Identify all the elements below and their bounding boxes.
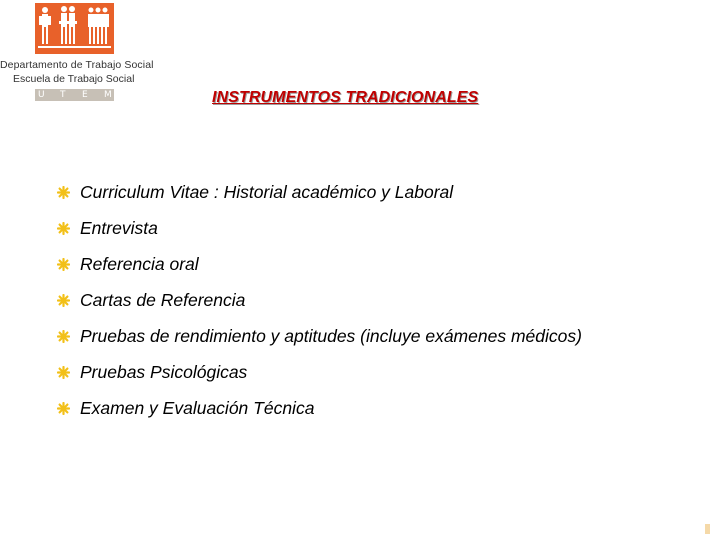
list-item-label: Pruebas Psicológicas xyxy=(80,362,248,382)
asterisk-bullet-icon xyxy=(56,318,80,354)
logo-department-name: Departamento de Trabajo Social xyxy=(0,59,154,71)
list-item-label: Entrevista xyxy=(80,218,158,238)
asterisk-bullet-icon xyxy=(56,210,80,246)
list-item-label: Curriculum Vitae : Historial académico y Laboral xyxy=(80,182,454,202)
slide-title: INSTRUMENTOS TRADICIONALES xyxy=(212,89,479,106)
list-item xyxy=(56,318,676,354)
asterisk-bullet-icon xyxy=(56,246,80,282)
logo-band-letter: E xyxy=(82,90,88,100)
corner-decoration xyxy=(705,524,710,534)
list-item xyxy=(56,390,676,426)
asterisk-bullet-icon xyxy=(56,282,80,318)
asterisk-bullet-icon xyxy=(56,390,80,426)
list-item xyxy=(56,354,676,390)
logo-school-name: Escuela de Trabajo Social xyxy=(13,73,135,85)
logo-university-band xyxy=(35,89,114,101)
list-item-label: Referencia oral xyxy=(80,254,199,274)
list-item-label: Pruebas de rendimiento y aptitudes (incluye exámenes médicos) xyxy=(80,326,582,346)
list-item xyxy=(56,282,676,318)
logo-band-letter: T xyxy=(60,90,66,100)
institution-logo xyxy=(0,0,160,105)
asterisk-bullet-icon xyxy=(56,174,80,210)
list-item-label: Cartas de Referencia xyxy=(80,290,246,310)
instrument-list xyxy=(56,174,676,426)
list-item xyxy=(56,210,676,246)
logo-band-letter: U xyxy=(38,90,45,100)
list-item xyxy=(56,246,676,282)
logo-figures-icon xyxy=(35,3,114,54)
list-item-label: Examen y Evaluación Técnica xyxy=(80,398,315,418)
logo-band-letter: M xyxy=(104,90,112,100)
list-item xyxy=(56,174,676,210)
asterisk-bullet-icon xyxy=(56,354,80,390)
